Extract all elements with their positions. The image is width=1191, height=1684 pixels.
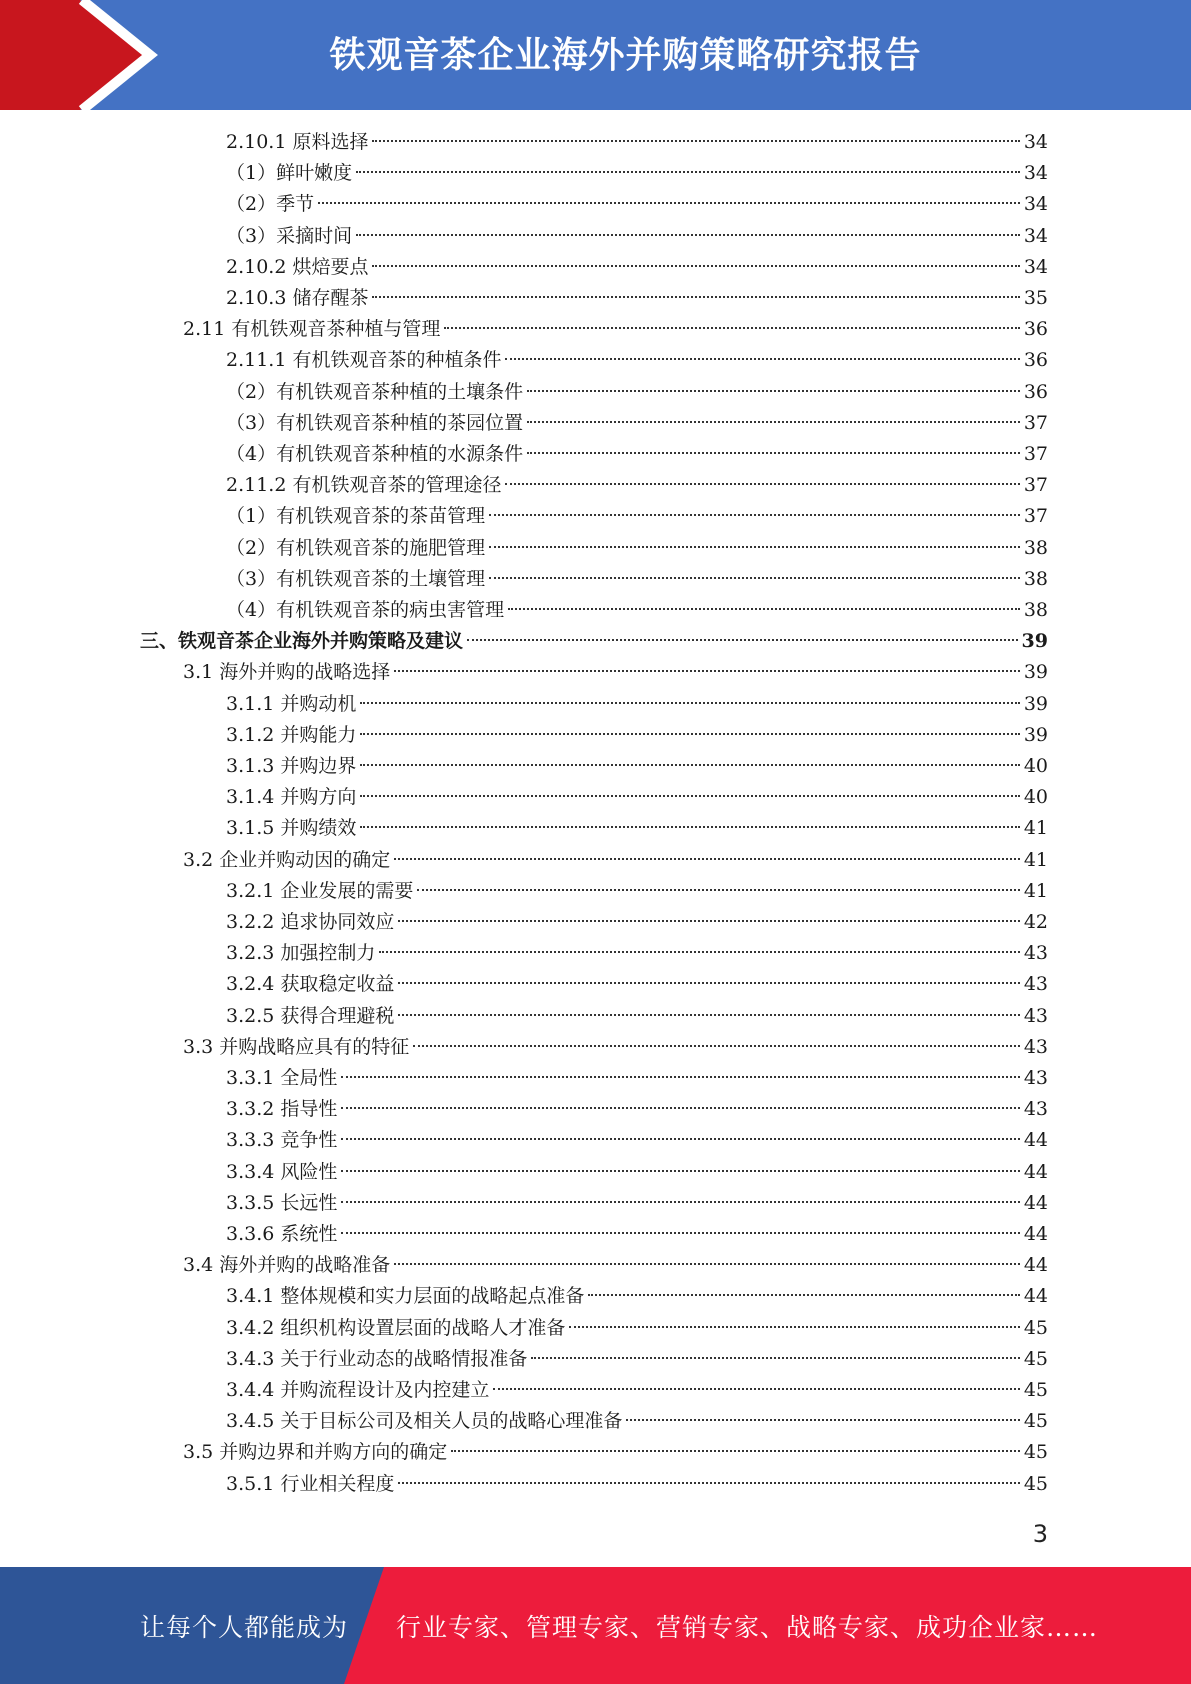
- toc-entry[interactable]: [226, 876, 1048, 907]
- toc-entry-page: 45: [1023, 1410, 1048, 1433]
- toc-entry-title: 3.3.5 长远性: [226, 1191, 338, 1214]
- toc-entry-title: 2.11 有机铁观音茶种植与管理: [183, 318, 441, 341]
- toc-entry[interactable]: [183, 1250, 1048, 1281]
- toc-entry-title: （4）有机铁观音茶的病虫害管理: [226, 599, 505, 621]
- toc-entry-title: （3）有机铁观音茶种植的茶园位置: [226, 411, 524, 434]
- toc-entry-title: 3.2.2 追求协同效应: [226, 911, 395, 933]
- toc-entry-title: 3.3.4 风险性: [226, 1160, 338, 1183]
- toc-entry[interactable]: [226, 1063, 1048, 1094]
- toc-entry-title: 3.1.5 并购绩效: [226, 817, 357, 840]
- toc-entry-page: 44: [1023, 1254, 1048, 1277]
- toc-entry[interactable]: [226, 564, 1048, 595]
- toc-entry-page: 43: [1023, 1035, 1048, 1058]
- toc-entry-page: 39: [1023, 723, 1048, 746]
- toc-entry-page: 44: [1023, 1160, 1048, 1183]
- toc-entry[interactable]: [226, 813, 1048, 844]
- toc-dot-leader: [394, 670, 1020, 672]
- toc-dot-leader: [398, 982, 1019, 984]
- toc-entry[interactable]: [226, 158, 1048, 189]
- toc-entry[interactable]: [226, 439, 1048, 470]
- toc-entry-page: 36: [1023, 380, 1048, 403]
- toc-entry-title: 3.2.4 获取稳定收益: [226, 973, 395, 996]
- toc-dot-leader: [356, 171, 1020, 173]
- toc-entry-title: （3）有机铁观音茶的土壤管理: [226, 567, 486, 590]
- toc-entry-page: 34: [1023, 131, 1048, 153]
- toc-entry-page: 37: [1023, 411, 1048, 434]
- toc-entry-page: 35: [1023, 287, 1048, 309]
- toc-entry-title: 3.3.2 指导性: [226, 1098, 338, 1121]
- toc-entry[interactable]: [226, 408, 1048, 439]
- toc-dot-leader: [626, 1419, 1019, 1421]
- toc-entry-title: （4）有机铁观音茶种植的水源条件: [226, 443, 524, 465]
- toc-dot-leader: [489, 577, 1020, 579]
- toc-entry-title: 3.4.1 整体规模和实力层面的战略起点准备: [226, 1285, 585, 1308]
- toc-dot-leader: [493, 1388, 1019, 1390]
- toc-entry-title: （2）季节: [226, 193, 315, 216]
- toc-dot-leader: [341, 1138, 1019, 1140]
- footer-slogan-left: 让每个人都能成为: [140, 1612, 349, 1642]
- toc-dot-leader: [417, 889, 1019, 891]
- toc-entry-title: 2.11.1 有机铁观音茶的种植条件: [226, 349, 502, 372]
- toc-dot-leader: [394, 1263, 1020, 1265]
- toc-entry[interactable]: [226, 533, 1048, 564]
- toc-entry-page: 43: [1023, 1098, 1048, 1121]
- toc-dot-leader: [360, 702, 1019, 704]
- toc-entry-page: 37: [1023, 474, 1048, 497]
- toc-entry-title: 3.1.1 并购动机: [226, 692, 357, 715]
- toc-entry-page: 43: [1023, 973, 1048, 996]
- toc-entry-title: 三、铁观音茶企业海外并购策略及建议: [140, 630, 464, 653]
- toc-entry[interactable]: [226, 1001, 1048, 1032]
- toc-entry-page: 37: [1023, 505, 1048, 528]
- toc-entry-title: 3.5 并购边界和并购方向的确定: [183, 1441, 448, 1464]
- toc-dot-leader: [508, 608, 1020, 610]
- toc-entry[interactable]: [183, 1032, 1048, 1063]
- toc-entry[interactable]: [183, 1437, 1048, 1468]
- toc-entry-title: 2.10.2 烘焙要点: [226, 255, 369, 278]
- toc-entry[interactable]: [226, 283, 1048, 314]
- toc-entry[interactable]: [226, 1125, 1048, 1156]
- toc-dot-leader: [360, 733, 1019, 735]
- toc-entry-page: 44: [1023, 1191, 1048, 1214]
- toc-entry[interactable]: [226, 1281, 1048, 1312]
- toc-entry-title: 3.3.1 全局性: [226, 1067, 338, 1089]
- toc-entry-title: 3.4.3 关于行业动态的战略情报准备: [226, 1347, 528, 1370]
- toc-entry-title: 3.1.3 并购边界: [226, 755, 357, 777]
- toc-entry-title: 3.3.3 竞争性: [226, 1129, 338, 1152]
- toc-entry-page: 41: [1023, 848, 1048, 871]
- toc-entry-page: 38: [1023, 567, 1048, 590]
- toc-entry[interactable]: [226, 470, 1048, 501]
- toc-dot-leader: [569, 1326, 1019, 1328]
- toc-entry[interactable]: [226, 969, 1048, 1000]
- toc-entry-page: 36: [1023, 349, 1048, 372]
- toc-dot-leader: [444, 327, 1019, 329]
- toc-entry[interactable]: [226, 1313, 1048, 1344]
- toc-entry-page: 34: [1023, 193, 1048, 216]
- toc-entry-title: 3.3 并购战略应具有的特征: [183, 1035, 410, 1058]
- toc-dot-leader: [505, 358, 1019, 360]
- toc-entry-page: 41: [1023, 879, 1048, 902]
- toc-entry-page: 38: [1023, 536, 1048, 559]
- toc-entry-title: 3.4.2 组织机构设置层面的战略人才准备: [226, 1316, 566, 1339]
- toc-entry-title: （1）鲜叶嫩度: [226, 162, 353, 185]
- toc-entry[interactable]: [226, 1188, 1048, 1219]
- toc-entry-page: 44: [1023, 1129, 1048, 1152]
- toc-entry-page: 40: [1023, 755, 1048, 777]
- toc-entry[interactable]: [226, 1344, 1048, 1375]
- page-footer: [0, 1567, 1191, 1684]
- toc-dot-leader: [379, 951, 1019, 953]
- toc-entry[interactable]: [140, 626, 1048, 657]
- toc-entry[interactable]: [226, 377, 1048, 408]
- toc-entry-page: 34: [1023, 255, 1048, 278]
- toc-entry[interactable]: [226, 221, 1048, 252]
- toc-entry-title: 3.2.5 获得合理避税: [226, 1004, 395, 1027]
- toc-entry[interactable]: [226, 127, 1048, 158]
- toc-dot-leader: [341, 1201, 1019, 1203]
- toc-dot-leader: [588, 1294, 1019, 1296]
- toc-entry[interactable]: [226, 782, 1048, 813]
- toc-entry-page: 43: [1023, 1067, 1048, 1089]
- toc-entry[interactable]: [226, 345, 1048, 376]
- toc-dot-leader: [398, 1482, 1019, 1484]
- toc-entry-title: 3.4.4 并购流程设计及内控建立: [226, 1379, 490, 1401]
- toc-entry-title: （2）有机铁观音茶种植的土壤条件: [226, 380, 524, 403]
- toc-entry-page: 45: [1023, 1441, 1048, 1464]
- toc-entry[interactable]: [226, 720, 1048, 751]
- toc-entry[interactable]: [226, 252, 1048, 283]
- toc-entry-page: 37: [1023, 443, 1048, 465]
- toc-entry[interactable]: [226, 1157, 1048, 1188]
- toc-dot-leader: [372, 265, 1019, 267]
- toc-entry[interactable]: [226, 189, 1048, 220]
- toc-entry-title: 2.10.3 储存醒茶: [226, 287, 369, 309]
- toc-entry-title: （1）有机铁观音茶的茶苗管理: [226, 505, 486, 528]
- toc-entry[interactable]: [226, 501, 1048, 532]
- toc-dot-leader: [505, 483, 1019, 485]
- toc-dot-leader: [372, 296, 1019, 298]
- footer-slogan-right: 行业专家、管理专家、营销专家、战略专家、成功企业家……: [396, 1612, 1099, 1642]
- toc-entry-title: 3.2.1 企业发展的需要: [226, 879, 414, 902]
- toc-entry-page: 39: [1023, 661, 1048, 684]
- toc-dot-leader: [341, 1107, 1019, 1109]
- toc-entry-page: 44: [1023, 1223, 1048, 1245]
- toc-entry-title: 3.3.6 系统性: [226, 1223, 338, 1245]
- toc-entry-title: 3.5.1 行业相关程度: [226, 1472, 395, 1495]
- toc-entry[interactable]: [226, 1219, 1048, 1250]
- toc-dot-leader: [318, 202, 1020, 204]
- toc-dot-leader: [398, 920, 1019, 922]
- toc-entry-title: 3.1.4 并购方向: [226, 786, 357, 809]
- toc-entry-title: 3.4.5 关于目标公司及相关人员的战略心理准备: [226, 1410, 623, 1433]
- toc-entry-page: 34: [1023, 162, 1048, 185]
- toc-dot-leader: [360, 826, 1019, 828]
- toc-entry-title: 3.1.2 并购能力: [226, 723, 357, 746]
- toc-entry[interactable]: [226, 938, 1048, 969]
- toc-dot-leader: [372, 140, 1019, 142]
- toc-entry[interactable]: [226, 1375, 1048, 1406]
- toc-entry-page: 39: [1021, 630, 1048, 653]
- toc-entry-page: 45: [1023, 1472, 1048, 1495]
- toc-dot-leader: [527, 452, 1020, 454]
- toc-entry-page: 38: [1023, 599, 1048, 621]
- toc-entry[interactable]: [226, 1469, 1048, 1500]
- toc-entry-title: 3.2 企业并购动因的确定: [183, 848, 391, 871]
- toc-entry[interactable]: [226, 907, 1048, 938]
- toc-dot-leader: [341, 1232, 1019, 1234]
- toc-entry-page: 45: [1023, 1316, 1048, 1339]
- toc-dot-leader: [356, 234, 1020, 236]
- toc-dot-leader: [341, 1076, 1019, 1078]
- toc-entry[interactable]: [226, 1406, 1048, 1437]
- toc-entry[interactable]: [183, 657, 1048, 688]
- header-arrow-accent: [0, 0, 160, 110]
- toc-dot-leader: [360, 795, 1019, 797]
- toc-entry-page: 42: [1023, 911, 1048, 933]
- toc-entry-page: 39: [1023, 692, 1048, 715]
- toc-dot-leader: [413, 1045, 1020, 1047]
- toc-entry[interactable]: [226, 1094, 1048, 1125]
- toc-entry-page: 36: [1023, 318, 1048, 341]
- toc-dot-leader: [489, 546, 1020, 548]
- toc-dot-leader: [527, 390, 1020, 392]
- toc-dot-leader: [360, 764, 1019, 766]
- toc-entry-title: 3.1 海外并购的战略选择: [183, 661, 391, 684]
- page-header: [0, 0, 1191, 110]
- toc-entry[interactable]: [226, 751, 1048, 782]
- toc-dot-leader: [527, 421, 1020, 423]
- toc-entry-page: 44: [1023, 1285, 1048, 1308]
- toc-entry-page: 40: [1023, 786, 1048, 809]
- toc-dot-leader: [531, 1357, 1019, 1359]
- toc-entry[interactable]: [226, 689, 1048, 720]
- toc-dot-leader: [394, 858, 1020, 860]
- toc-dot-leader: [398, 1014, 1019, 1016]
- toc-dot-leader: [341, 1170, 1019, 1172]
- toc-entry-title: （3）采摘时间: [226, 224, 353, 247]
- toc-entry-title: （2）有机铁观音茶的施肥管理: [226, 536, 486, 559]
- toc-entry[interactable]: [183, 314, 1048, 345]
- toc-entry-page: 45: [1023, 1347, 1048, 1370]
- toc-entry-page: 34: [1023, 224, 1048, 247]
- toc-entry-title: 3.4 海外并购的战略准备: [183, 1254, 391, 1277]
- toc-entry-title: 2.11.2 有机铁观音茶的管理途径: [226, 474, 502, 497]
- page-number: 3: [1032, 1520, 1048, 1548]
- toc-entry-page: 45: [1023, 1379, 1048, 1401]
- toc-entry[interactable]: [226, 595, 1048, 626]
- toc-entry-page: 43: [1023, 1004, 1048, 1027]
- toc-entry-page: 43: [1023, 942, 1048, 965]
- toc-entry-title: 2.10.1 原料选择: [226, 131, 369, 153]
- toc-entry[interactable]: [183, 845, 1048, 876]
- report-title: 铁观音茶企业海外并购策略研究报告: [329, 34, 922, 76]
- toc-entry-page: 41: [1023, 817, 1048, 840]
- toc-entry-title: 3.2.3 加强控制力: [226, 942, 376, 965]
- toc-dot-leader: [489, 514, 1020, 516]
- toc-dot-leader: [467, 639, 1018, 641]
- toc-dot-leader: [451, 1450, 1020, 1452]
